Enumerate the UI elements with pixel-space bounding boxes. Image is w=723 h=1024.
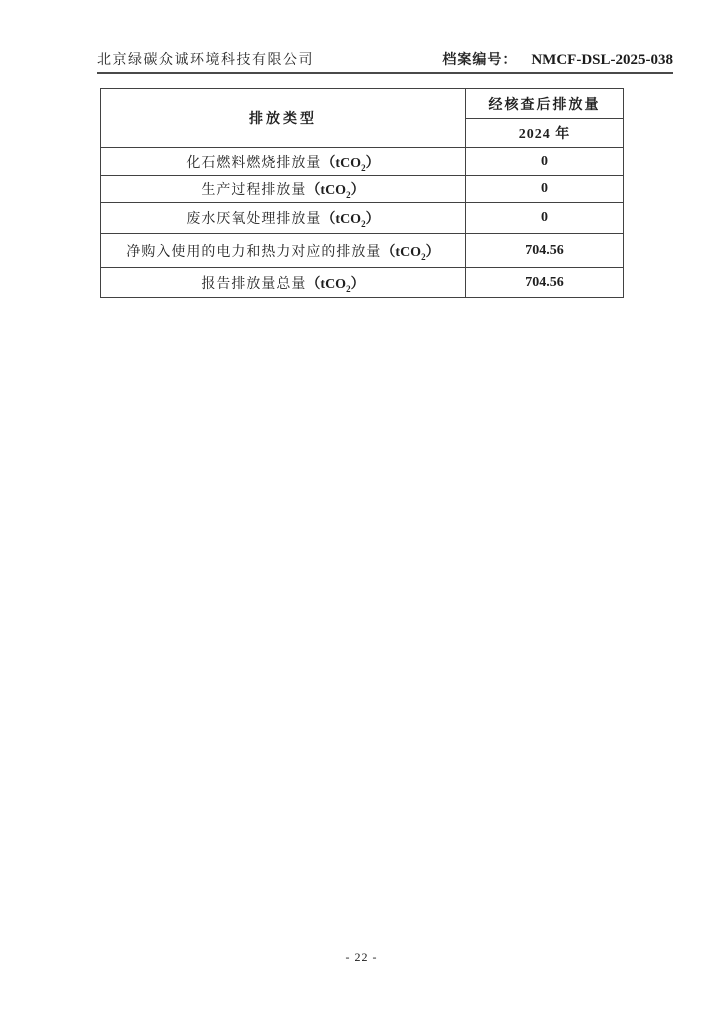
emission-type-cell <box>101 234 466 268</box>
emission-value-cell: 704.56 <box>466 234 624 268</box>
table-header-row-1 <box>101 89 624 119</box>
emission-type-cell <box>101 176 466 203</box>
emission-unit <box>381 245 439 260</box>
emission-unit <box>321 156 379 171</box>
file-number-value: NMCF-DSL-2025-038 <box>531 52 673 68</box>
emissions-table <box>100 88 624 298</box>
emission-type-header: 排放类型 <box>101 89 466 148</box>
table-row <box>101 148 624 176</box>
unit-text: （tCO <box>306 276 347 292</box>
verified-emissions-header: 经核查后排放量 <box>466 89 624 119</box>
emission-value-cell: 0 <box>466 203 624 234</box>
emission-type-label: 报告排放量总量 <box>201 276 307 292</box>
table-row <box>101 176 624 203</box>
year-header: 2024 年 <box>466 119 624 148</box>
file-number <box>442 49 673 69</box>
unit-text: （tCO <box>321 212 362 227</box>
emission-type-cell <box>101 268 466 298</box>
unit-subscript: 2 <box>421 251 426 262</box>
page-number: - 22 - <box>345 950 378 964</box>
unit-close: ） <box>350 183 365 198</box>
page-header <box>97 49 673 74</box>
emission-type-label: 化石燃料燃烧排放量 <box>186 155 322 171</box>
unit-text: （tCO <box>321 155 362 171</box>
unit-text: （tCO <box>381 244 422 260</box>
unit-subscript: 2 <box>346 189 351 200</box>
emission-value-cell: 0 <box>466 176 624 203</box>
unit-subscript: 2 <box>346 283 351 294</box>
emission-type-label: 净购入使用的电力和热力对应的排放量 <box>126 244 382 260</box>
emission-type-label: 废水厌氧处理排放量 <box>186 212 322 227</box>
unit-close: ） <box>365 212 380 227</box>
emission-value-cell: 0 <box>466 148 624 176</box>
unit-close: ） <box>365 155 380 171</box>
table-row <box>101 234 624 268</box>
unit-close: ） <box>350 276 365 292</box>
file-number-label: 档案编号： <box>442 53 518 68</box>
emission-unit <box>306 277 364 292</box>
emission-unit <box>306 183 364 198</box>
emission-value-cell: 704.56 <box>466 268 624 298</box>
unit-close: ） <box>425 244 440 260</box>
emission-type-cell <box>101 148 466 176</box>
emission-type-label: 生产过程排放量 <box>201 183 307 198</box>
unit-subscript: 2 <box>361 162 366 173</box>
company-name: 北京绿碳众诚环境科技有限公司 <box>97 53 314 68</box>
emission-type-cell <box>101 203 466 234</box>
unit-text: （tCO <box>306 183 347 198</box>
unit-subscript: 2 <box>361 218 366 229</box>
page-footer <box>0 948 723 966</box>
table-row <box>101 268 624 298</box>
table-row <box>101 203 624 234</box>
emission-unit <box>321 212 379 227</box>
